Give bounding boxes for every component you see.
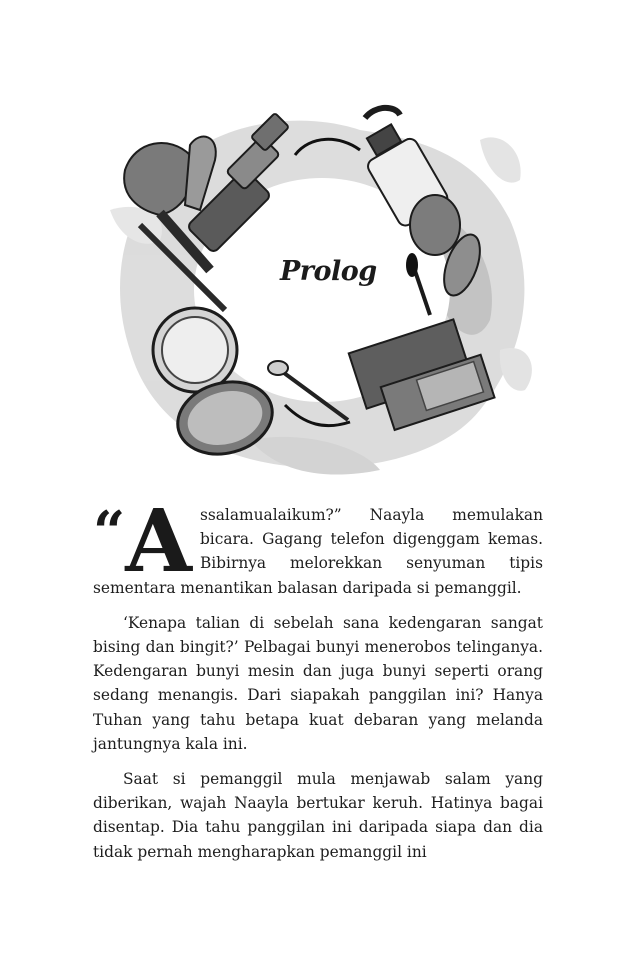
chapter-title: Prolog: [280, 256, 377, 287]
paragraph-text: ssalamualaikum?” Naayla memulakan bicara. Gagang telefon digenggam kemas. Bibirnya melorekkan senyuman tipis sementara menantikan balasan daripada si pemanggil.: [93, 506, 543, 597]
paragraph-2: ‘Kenapa talian di sebelah sana kedengaran sangat bising dan bingit?’ Pelbagai bunyi menerobos telinganya. Kedengaran bunyi mesin dan juga bunyi seperti orang sedang menangis. Dari siapakah panggilan ini? Hanya Tuhan yang tahu betapa kuat debaran yang melanda jantungnya kala ini.: [93, 613, 543, 753]
paragraph-3: Saat si pemanggil mula menjawab salam yang diberikan, wajah Naayla bertukar keruh. Hatinya bagai disentap. Dia tahu panggilan ini daripada siapa dan dia tidak pernah mengharapkan pemanggil ini: [93, 770, 543, 861]
sponge-icon: [410, 195, 460, 255]
paragraph-1: [93, 491, 543, 600]
dropcap-letter: A: [125, 491, 192, 592]
dropcap-quote: “: [93, 499, 126, 565]
chapter-body: [93, 491, 543, 875]
